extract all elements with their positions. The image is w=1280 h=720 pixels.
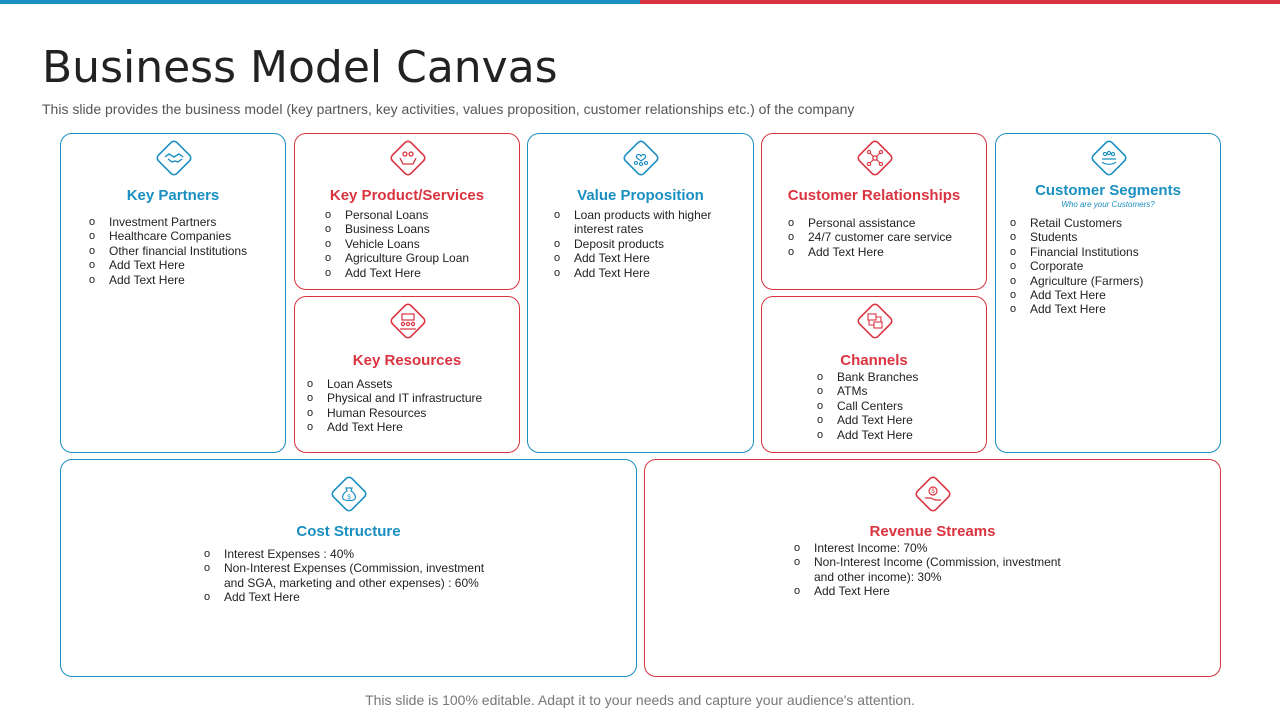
revenue-streams-list — [794, 541, 1084, 599]
list-item: o Personal Loans — [325, 208, 515, 222]
list-item: o Add Text Here — [325, 266, 515, 280]
list-item: o Interest Income: 70% — [794, 541, 1084, 555]
network-icon — [853, 136, 897, 180]
channels-heading: Channels — [840, 352, 908, 369]
footer-note: This slide is 100% editable. Adapt it to your needs and capture your audience's attention. — [365, 692, 915, 708]
hands-people-icon — [386, 136, 430, 180]
customer-relationships-list — [788, 216, 978, 259]
list-item: o Non-Interest Income (Commission, investment and other income): 30% — [794, 555, 1084, 584]
customer-relationships-box — [761, 133, 987, 290]
customer-relationships-heading: Customer Relationships — [787, 187, 961, 204]
top-accent-bar — [0, 0, 1280, 4]
cost-structure-box — [60, 459, 637, 677]
list-item: o Call Centers — [817, 399, 977, 413]
list-item: o Non-Interest Expenses (Commission, investment and SGA, marketing and other expenses) : 60% — [204, 561, 504, 590]
value-proposition-list — [554, 208, 734, 280]
list-item: o Add Text Here — [1010, 288, 1215, 302]
key-products-heading: Key Product/Services — [329, 187, 485, 204]
list-item: o Other financial Institutions — [89, 244, 279, 258]
team-board-icon — [386, 299, 430, 343]
list-item: o Add Text Here — [788, 245, 978, 259]
top-accent-red — [640, 0, 1280, 4]
money-hand-icon — [911, 472, 955, 516]
page-title: Business Model Canvas — [42, 42, 558, 93]
list-item: o Deposit products — [554, 237, 734, 251]
list-item: o Add Text Here — [817, 428, 977, 442]
key-products-box — [294, 133, 520, 290]
key-resources-heading: Key Resources — [352, 352, 462, 369]
key-products-list — [325, 208, 515, 280]
list-item: o Vehicle Loans — [325, 237, 515, 251]
customer-segments-heading: Customer Segments — [1035, 182, 1181, 199]
list-item: o Investment Partners — [89, 215, 279, 229]
list-item: o Add Text Here — [554, 266, 734, 280]
list-item: o Corporate — [1010, 259, 1215, 273]
list-item: o Agriculture Group Loan — [325, 251, 515, 265]
list-item: o Healthcare Companies — [89, 229, 279, 243]
list-item: o Loan products with higher interest rates — [554, 208, 734, 237]
cost-structure-list — [204, 547, 504, 605]
list-item: o Financial Institutions — [1010, 245, 1215, 259]
money-bag-icon — [327, 472, 371, 516]
key-resources-list — [307, 377, 512, 435]
svg-text:$: $ — [931, 489, 935, 495]
key-partners-list — [89, 215, 279, 287]
list-item: o Business Loans — [325, 222, 515, 236]
top-accent-blue — [0, 0, 640, 4]
svg-text:$: $ — [347, 495, 351, 501]
channels-icon — [853, 299, 897, 343]
revenue-streams-heading: Revenue Streams — [869, 523, 996, 540]
list-item: o Add Text Here — [89, 273, 279, 287]
value-proposition-box — [527, 133, 754, 453]
list-item: o Add Text Here — [794, 584, 1084, 598]
list-item: o Personal assistance — [788, 216, 978, 230]
revenue-streams-box — [644, 459, 1221, 677]
list-item: o Physical and IT infrastructure — [307, 391, 512, 405]
customer-segments-box — [995, 133, 1221, 453]
cost-structure-heading: Cost Structure — [296, 523, 401, 540]
channels-box — [761, 296, 987, 453]
list-item: o Loan Assets — [307, 377, 512, 391]
list-item: o Agriculture (Farmers) — [1010, 274, 1215, 288]
list-item: o Students — [1010, 230, 1215, 244]
list-item: o Add Text Here — [204, 590, 504, 604]
group-hand-icon — [1087, 136, 1131, 180]
value-proposition-heading: Value Proposition — [577, 187, 704, 204]
list-item: o Add Text Here — [817, 413, 977, 427]
list-item: o 24/7 customer care service — [788, 230, 978, 244]
page-subtitle: This slide provides the business model (key partners, key activities, values proposition, customer relationships etc.) of the company — [42, 101, 855, 117]
list-item: o ATMs — [817, 384, 977, 398]
list-item: o Bank Branches — [817, 370, 977, 384]
key-partners-box — [60, 133, 286, 453]
list-item: o Add Text Here — [554, 251, 734, 265]
list-item: o Human Resources — [307, 406, 512, 420]
key-partners-heading: Key Partners — [126, 187, 220, 204]
customer-segments-list — [1010, 216, 1215, 317]
list-item: o Interest Expenses : 40% — [204, 547, 504, 561]
key-resources-box — [294, 296, 520, 453]
customer-segments-subheading: Who are your Customers? — [1061, 200, 1155, 209]
list-item: o Add Text Here — [1010, 302, 1215, 316]
heart-people-icon — [619, 136, 663, 180]
list-item: o Add Text Here — [307, 420, 512, 434]
handshake-icon — [152, 136, 196, 180]
channels-list — [817, 370, 977, 442]
list-item: o Retail Customers — [1010, 216, 1215, 230]
list-item: o Add Text Here — [89, 258, 279, 272]
